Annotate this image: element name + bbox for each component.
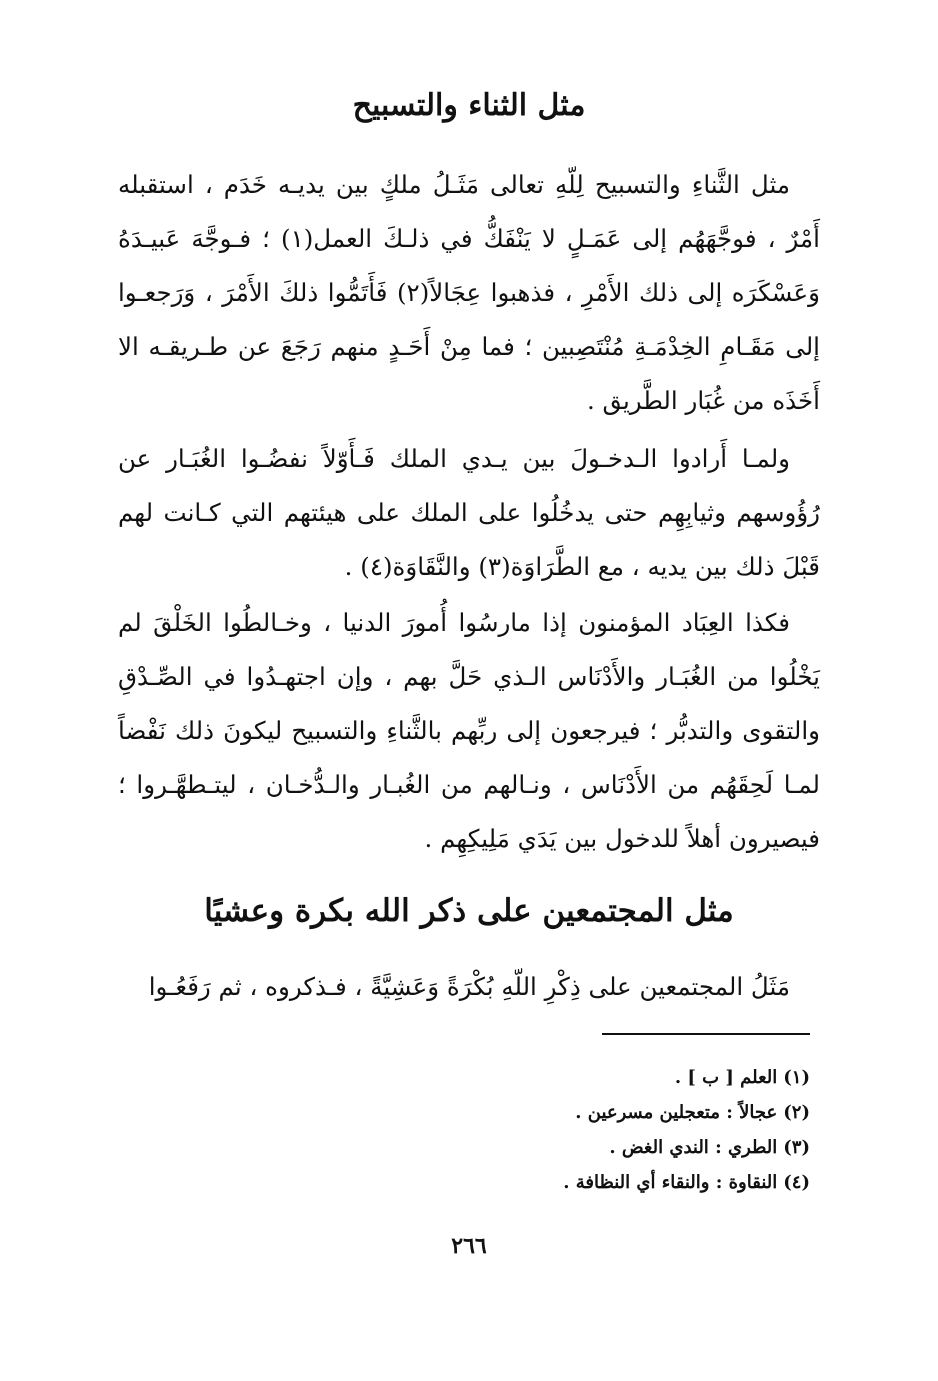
footnote-number: (١) xyxy=(783,1067,810,1088)
page-number: ٢٦٦ xyxy=(451,1233,487,1259)
footnote-text: عجالاً : متعجلين مسرعين . xyxy=(575,1102,778,1123)
footnote-number: (٤) xyxy=(783,1172,810,1193)
footnotes-list xyxy=(200,1060,810,1200)
footnote-text: الطري : الندي الغض . xyxy=(609,1137,778,1158)
footnote-number: (٣) xyxy=(783,1137,810,1158)
footnote-item xyxy=(200,1095,810,1130)
paragraph-believers: فكذا العِبَاد المؤمنون إذا مارسُوا أُمورَ الدنيا ، وخـالطُوا الخَلْقَ لم يَخْلُوا من الغُبَـار والأَدْنَاس الـذي حَلَّ بهم ، وإن اجتهـدُوا في الصِّـدْقِ والتقوى والتدبُّر ؛ فيرجعون إلى ربِّهم بالثَّناءِ والتسبيح ليكونَ ذلك نَفْضاً لمـا لَحِقَهُم من الأَدْنَاس ، ونـالهم من الغُبـار والـدُّخـان ، ليتـطهَّـروا ؛ فيصيرون أهلاً للدخول بين يَدَي مَلِيكِهِم . xyxy=(118,608,820,853)
footnote-text: العلم [ ب ] . xyxy=(674,1067,778,1088)
footnote-divider xyxy=(602,1033,810,1035)
footnote-item xyxy=(200,1060,810,1095)
section-title-gatherers: مثل المجتمعين على ذكر الله بكرة وعشيًا xyxy=(204,893,734,929)
footnote-item xyxy=(200,1130,810,1165)
paragraph-entering-king: ولمـا أَرادوا الـدخـولَ بين يـدي الملك فَـأَوّلاً نفضُـوا الغُبَـار عن رُؤُوسهم وثيابِهِم حتى يدخُلُوا على الملك على هيئتهم التي كـانت لهم قَبْلَ ذلك بين يديه ، مع الطَّرَاوَة(٣) والنَّقَاوَة(٤) . xyxy=(118,444,820,581)
footnote-item xyxy=(200,1165,810,1200)
footnote-number: (٢) xyxy=(783,1102,810,1123)
footnote-text: النقاوة : والنقاء أي النظافة . xyxy=(563,1172,778,1193)
paragraph-gatherers: مَثَلُ المجتمعين على ذِكْرِ اللّهِ بُكْرَةً وَعَشِيَّةً ، فـذكروه ، ثم رَفَعُـوا xyxy=(148,972,790,1001)
section-title-praise: مثل الثناء والتسبيح xyxy=(352,88,586,123)
paragraph-praise-parable: مثل الثَّناءِ والتسبيح لِلّهِ تعالى مَثَـلُ ملكٍ بين يديـه خَدَم ، استقبله أَمْرٌ ، فوجَّهَهُم إلى عَمَـلٍ لا يَنْفَكُّ في ذلـكَ العمل(١) ؛ فـوجَّهَ عَبيـدَهُ وَعَسْكَرَه إلى ذلك الأَمْرِ ، فذهبوا عِجَالاً(٢) فَأَتَمُّوا ذلكَ الأَمْرَ ، وَرَجعـوا إلى مَقَـامِ الخِدْمَـةِ مُنْتَصِبين ؛ فما مِنْ أَحَـدٍ منهم رَجَعَ عن طـريقـه الا أَخَذَه من غُبَار الطَّريق . xyxy=(118,170,820,415)
